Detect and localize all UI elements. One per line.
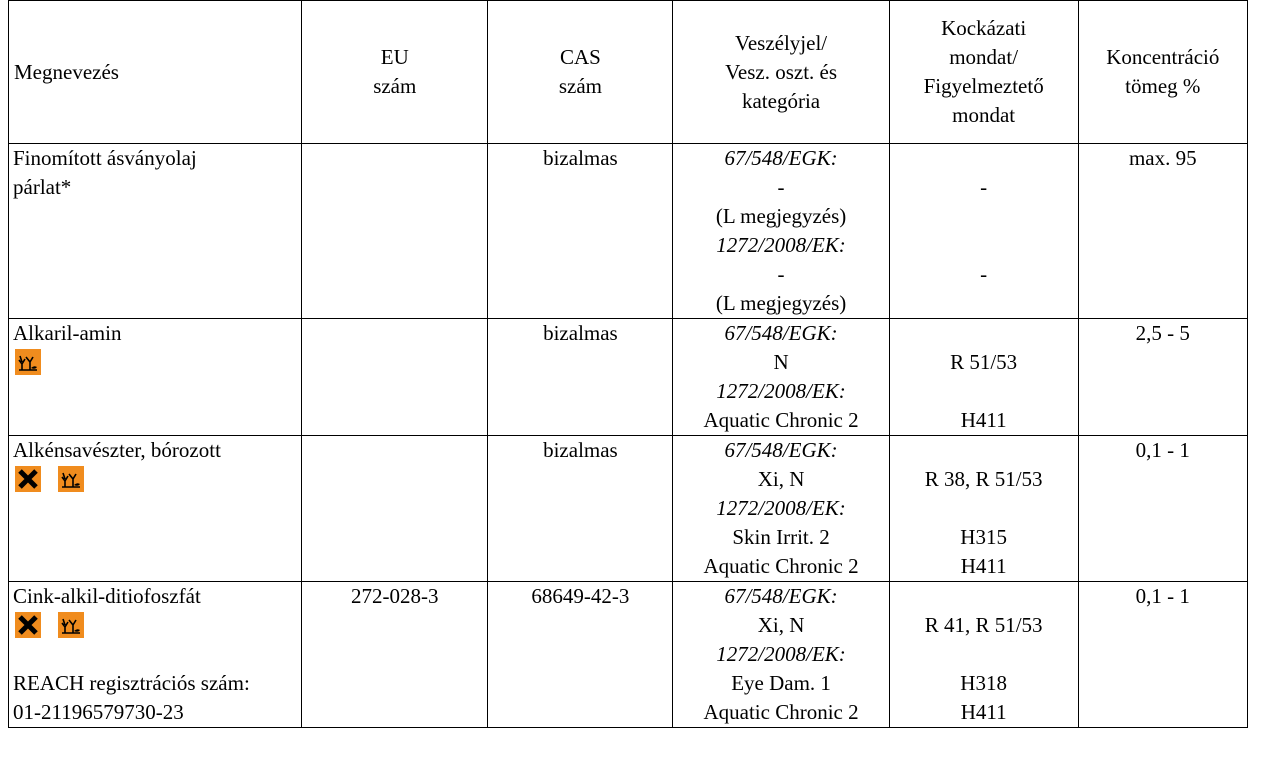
header-row (9, 1, 1248, 144)
substance-name-cell: Cink-alkil-ditiofoszfát REACH regisztrációs szám: 01-21196579730-23 (9, 582, 302, 728)
phrase-cell: R 38, R 51/53 H315 H411 (889, 436, 1078, 582)
phrase-cell: - - (889, 144, 1078, 319)
substance-name-cell: Alkénsavészter, bórozott (9, 436, 302, 582)
table-row (9, 436, 1248, 582)
eu-number-cell (302, 144, 488, 319)
eu-number-cell (302, 436, 488, 582)
table-row (9, 582, 1248, 728)
hazard-cell: 67/548/EGK: - (L megjegyzés) 1272/2008/EK: - (L megjegyzés) (673, 144, 889, 319)
hazard-cell: 67/548/EGK: Xi, N 1272/2008/EK: Eye Dam. 1 Aquatic Chronic 2 (673, 582, 889, 728)
header-concentration: Koncentráció tömeg % (1078, 1, 1247, 144)
cas-number-cell: bizalmas (488, 319, 673, 436)
environment-hazard-icon (58, 466, 84, 492)
substance-name-cell: Alkaril-amin (9, 319, 302, 436)
hazard-symbols (13, 348, 301, 377)
phrase-cell: R 41, R 51/53 H318 H411 (889, 582, 1078, 728)
header-cas: CAS szám (488, 1, 673, 144)
cas-number-cell: bizalmas (488, 436, 673, 582)
environment-hazard-icon (58, 612, 84, 638)
irritant-cross-icon (15, 612, 41, 638)
reach-label: REACH regisztrációs szám: (13, 671, 250, 695)
table-row (9, 144, 1248, 319)
phrase-cell: R 51/53 H411 (889, 319, 1078, 436)
cas-number-cell: bizalmas (488, 144, 673, 319)
table-row (9, 319, 1248, 436)
concentration-cell: 2,5 - 5 (1078, 319, 1247, 436)
header-name: Megnevezés (9, 1, 302, 144)
concentration-cell: max. 95 (1078, 144, 1247, 319)
hazard-symbols (13, 611, 301, 640)
concentration-cell: 0,1 - 1 (1078, 582, 1247, 728)
substance-name-cell: Finomított ásványolaj párlat* (9, 144, 302, 319)
eu-number-cell (302, 319, 488, 436)
cas-number-cell: 68649-42-3 (488, 582, 673, 728)
hazard-symbols (13, 465, 301, 494)
concentration-cell: 0,1 - 1 (1078, 436, 1247, 582)
header-phrase: Kockázati mondat/ Figyelmeztető mondat (889, 1, 1078, 144)
hazard-cell: 67/548/EGK: N 1272/2008/EK: Aquatic Chronic 2 (673, 319, 889, 436)
composition-table (8, 0, 1248, 728)
hazard-cell: 67/548/EGK: Xi, N 1272/2008/EK: Skin Irrit. 2 Aquatic Chronic 2 (673, 436, 889, 582)
reach-number: 01-21196579730-23 (13, 700, 184, 724)
eu-number-cell: 272-028-3 (302, 582, 488, 728)
header-eu: EU szám (302, 1, 488, 144)
environment-hazard-icon (15, 349, 41, 375)
header-hazard: Veszélyjel/ Vesz. oszt. és kategória (673, 1, 889, 144)
irritant-cross-icon (15, 466, 41, 492)
